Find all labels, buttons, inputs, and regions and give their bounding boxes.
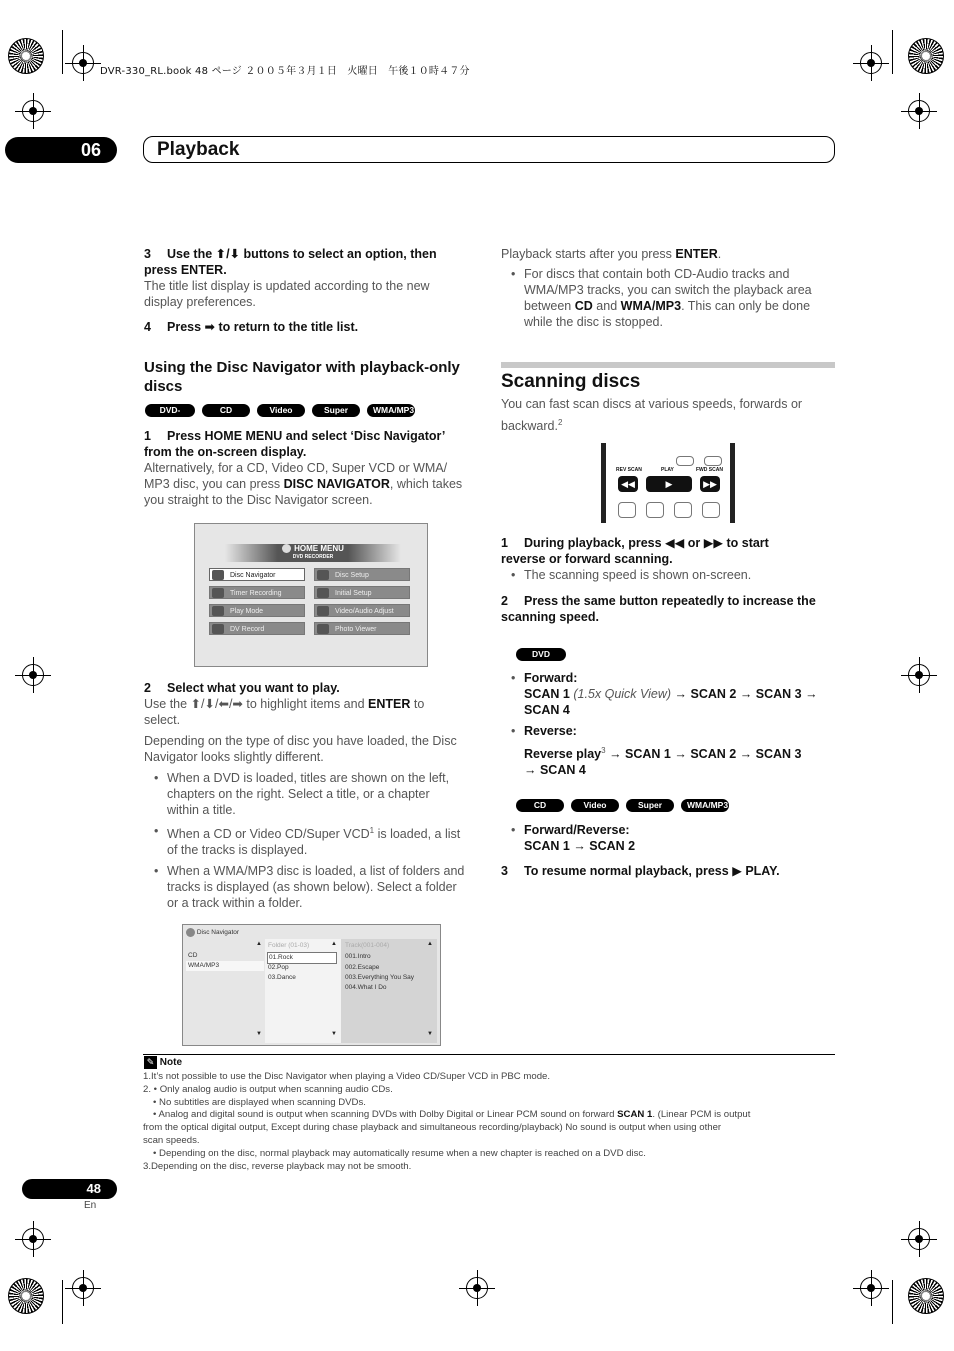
crosshair-mark [860, 52, 882, 74]
folder-panel: Folder (01-03) 01.Rock 02.Pop 03.Dance ▲ ▼ [265, 939, 341, 1043]
notes-body: 1.It’s not possible to use the Disc Navigator when playing a Video CD/Super VCD in PBC mode. 2. • Only analog audio is output when scanning audio CDs. • No subtitles are displayed when scanning DVDs. • Analog and digital sound is output when scanning DVDs with Dolby Digital or Linear PCM sound on forward SCAN 1. (Linear PCM is output from the optical digital output, Except during chase playback and simultaneous recording/playback) No sound is output when using other scan speeds. • Depending on the disc, normal playback may automatically resume when a new chapter is reached on a DVD disc. 3.Depending on the disc, reverse playback may not be smooth. [143, 1071, 751, 1172]
crosshair-mark [908, 664, 930, 686]
crosshair-mark [72, 52, 94, 74]
file-info: DVR-330_RL.book 48 ページ ２００５年３月１日 火曜日 午後１０時４７分 [100, 66, 470, 77]
disc-type-list: CD WMA/MP3 [186, 951, 264, 971]
disc-icon [186, 928, 195, 937]
crop-line [892, 30, 893, 74]
menu-item-initial-setup[interactable]: Initial Setup [314, 586, 410, 599]
menu-item-disc-setup[interactable]: Disc Setup [314, 568, 410, 581]
registration-wheel-top-left [8, 38, 44, 74]
page-number: 48 [22, 1179, 117, 1199]
crosshair-mark [908, 100, 930, 122]
remote-blank-button [646, 502, 664, 518]
menu-item-photo-viewer[interactable]: Photo Viewer [314, 622, 410, 635]
badge-super-vcd: Super VCD [312, 404, 360, 417]
section-title-disc-navigator: Using the Disc Navigator with playback-only discs [144, 359, 460, 395]
play-mode-icon [212, 606, 224, 616]
scroll-down-icon[interactable]: ▼ [427, 1031, 433, 1037]
registration-wheel-top-right [908, 38, 944, 74]
disc-navigator-title: Disc Navigator [186, 928, 239, 938]
left-step-2: 2 Select what you want to play. Use the ⬆/⬇/⬅/➡ to highlight items and ENTER to select. Depending on the type of disc you have loaded, the Disc Navigator looks slightly different. • When a DVD is loaded, titles are shown on the left, chapters on the right. Select a title, or a chapter within a title. • When a CD or Video CD/Super VCD$^1$ is loaded, a list of the tracks is displayed. • When a WMA/MP3 disc is loaded, a list of folders and tracks is displayed (as shown below). Select a folder or a track within a folder. [144, 680, 484, 911]
left-step-1: 1 Press HOME MENU and select ‘Disc Navigator’ from the on-screen display. Alternatively, for a CD, Video CD, Super VCD or WMA/ MP3 disc, you can press DISC NAVIGATOR, which takes you straight to the Disc Navigator screen. [144, 429, 463, 507]
scroll-up-icon[interactable]: ▲ [256, 941, 262, 947]
home-menu-bar: HOME MENU DVD RECORDER [225, 544, 401, 562]
right-steps: 1 During playback, press ◀◀ or ▶▶ to start reverse or forward scanning. • The scanning speed is shown on-screen. 2 Press the same button repeatedly to increase the scanning speed. [501, 535, 841, 625]
badge-wma-mp3: WMA/MP3 [681, 799, 729, 812]
fwd-scan-button[interactable]: ▶▶ [700, 476, 720, 492]
section-title-scanning: Scanning discs [501, 371, 641, 392]
play-label: PLAY [661, 467, 674, 473]
scanning-intro: You can fast scan discs at various speeds, forwards or backward.$^2$ [501, 397, 803, 434]
arrow-up-down-icon: ⬆/⬇ [215, 247, 241, 261]
crosshair-mark [908, 1228, 930, 1250]
badge-dvd: DVD [516, 648, 566, 661]
play-button[interactable]: ▶ [646, 476, 692, 492]
bullet-cd-wma: • For discs that contain both CD-Audio tracks and WMA/MP3 tracks, you can switch the playback area between CD and WMA/MP3. This can only be done while the disc is stopped. [501, 266, 837, 330]
track-item[interactable]: 003.Everything You Say [345, 974, 415, 981]
pencil-icon: ✎ [144, 1056, 157, 1069]
track-item[interactable]: 002.Escape [345, 964, 380, 971]
chapter-title: Playback [143, 136, 835, 163]
rev-scan-label: REV SCAN [616, 467, 642, 473]
badge-wma-mp3: WMA/MP3 [367, 404, 415, 417]
scroll-down-icon[interactable]: ▼ [331, 1031, 337, 1037]
bullet-dvd: • When a DVD is loaded, titles are shown on the left, chapters on the right. Select a title, or a chapter within a title. [144, 770, 484, 818]
registration-wheel-bottom-left [8, 1278, 44, 1314]
badge-cd: CD [516, 799, 564, 812]
dvd-scan-speeds: • Forward: SCAN 1 (1.5x Quick View) → SCAN 2 → SCAN 3 → SCAN 4 • Reverse: Reverse play$^3$ → SCAN 1 → SCAN 2 → SCAN 3 → SCAN 4 [501, 670, 841, 778]
badge-video-cd: Video CD [571, 799, 619, 812]
crosshair-mark [22, 100, 44, 122]
badge-cd: CD [202, 404, 250, 417]
disc-setup-icon [317, 570, 329, 580]
menu-item-disc-navigator[interactable]: Disc Navigator [209, 568, 305, 581]
step-3: 3 Use the ⬆/⬇ buttons to select an option, then [144, 247, 437, 261]
disc-navigator-icon [212, 570, 224, 580]
dvd-badge-row [516, 648, 566, 661]
play-icon: ▶ [732, 864, 742, 878]
remote-blank-button [702, 502, 720, 518]
rev-scan-icon: ◀◀ [665, 536, 685, 550]
arrow-keys-icon: ⬆/⬇/⬅/➡ [190, 697, 243, 711]
dv-icon [212, 624, 224, 634]
scroll-down-icon[interactable]: ▼ [256, 1031, 262, 1037]
photo-icon [317, 624, 329, 634]
menu-item-video-audio-adjust[interactable]: Video/Audio Adjust [314, 604, 410, 617]
crop-line [62, 1280, 63, 1324]
folder-item[interactable]: 02.Pop [268, 964, 289, 971]
remote-blank-button [704, 456, 722, 466]
clock-icon [212, 588, 224, 598]
track-item[interactable]: 004.What I Do [345, 984, 387, 991]
step-4: 4 Press ➡ to return to the title list. [144, 320, 359, 334]
adjust-icon [317, 606, 329, 616]
scroll-up-icon[interactable]: ▲ [427, 941, 433, 947]
left-column: 3 Use the ⬆/⬇ buttons to select an option, then press ENTER. The title list display is updated according to the new display preferences. 4 Press ➡ to return to the title list. [144, 246, 480, 335]
menu-item-play-mode[interactable]: Play Mode [209, 604, 305, 617]
disc-navigator-screenshot [182, 924, 441, 1046]
crosshair-mark [860, 1277, 882, 1299]
remote-blank-button [618, 502, 636, 518]
disc-type-badges [145, 404, 415, 428]
right-intro: Playback starts after you press ENTER. • For discs that contain both CD-Audio tracks and WMA/MP3 tracks, you can switch the playback area between CD and WMA/MP3. This can only be done while the disc is stopped. [501, 246, 837, 330]
menu-item-dv-record[interactable]: DV Record [209, 622, 305, 635]
language-code: En [84, 1200, 97, 1211]
fwd-scan-label: FWD SCAN [696, 467, 723, 473]
rev-scan-button[interactable]: ◀◀ [618, 476, 638, 492]
menu-item-timer-recording[interactable]: Timer Recording [209, 586, 305, 599]
badge-video-cd: Video CD [257, 404, 305, 417]
track-panel: Track(001-004) 001.Intro 002.Escape 003.Everything You Say 004.What I Do ▲ ▼ [341, 939, 437, 1043]
crop-line [892, 1280, 893, 1324]
disc-type-badges-2 [516, 799, 729, 823]
arrow-right-icon: ➡ [204, 320, 216, 334]
scroll-up-icon[interactable]: ▲ [331, 941, 337, 947]
note-heading: ✎ Note [144, 1056, 182, 1069]
home-menu-screenshot [194, 523, 428, 667]
remote-blank-button [676, 456, 694, 466]
crosshair-mark [466, 1277, 488, 1299]
disc-icon [282, 544, 291, 553]
registration-wheel-bottom-right [908, 1278, 944, 1314]
track-item[interactable]: 001.Intro [345, 953, 371, 960]
crosshair-mark [22, 1228, 44, 1250]
folder-item[interactable]: 03.Dance [268, 974, 296, 981]
badge-dvd-video: DVD-Video [145, 404, 195, 417]
chapter-number: 06 [5, 137, 117, 163]
note-rule [143, 1054, 835, 1055]
fwd-scan-icon: ▶▶ [703, 536, 723, 550]
remote-control-illustration [601, 443, 735, 523]
crop-line [62, 30, 63, 74]
section-divider [501, 362, 835, 368]
cd-scan-speeds: • Forward/Reverse: SCAN 1 → SCAN 2 3 To resume normal playback, press ▶ PLAY. [501, 822, 841, 879]
remote-blank-button [674, 502, 692, 518]
crosshair-mark [72, 1277, 94, 1299]
bullet-wma-mp3: • When a WMA/MP3 disc is loaded, a list of folders and tracks is displayed (as shown below). Select a folder or a track within a folder. [144, 863, 484, 911]
badge-super-vcd: Super VCD [626, 799, 674, 812]
wrench-icon [317, 588, 329, 598]
bullet-cd: • When a CD or Video CD/Super VCD$^1$ is loaded, a list of the tracks is displayed. [144, 823, 484, 858]
folder-item-selected[interactable]: 01.Rock [267, 952, 337, 964]
crosshair-mark [22, 664, 44, 686]
